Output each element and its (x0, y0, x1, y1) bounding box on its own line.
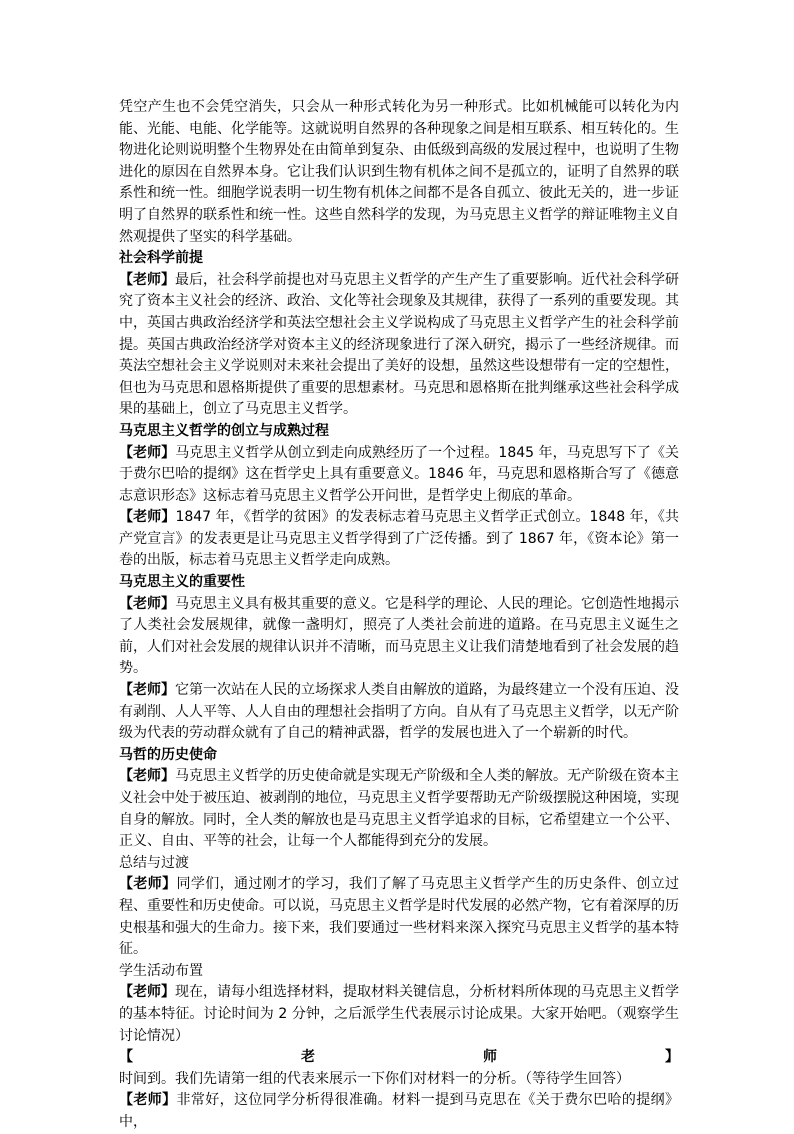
paragraph-summary (119, 874, 679, 960)
paragraph-activity-3 (119, 1090, 679, 1133)
paragraph-social-science (119, 270, 679, 421)
section-heading-mission: 马哲的历史使命 (119, 746, 217, 763)
paragraph-text: 马克思主义哲学的历史使命就是实现无产阶级和全人类的解放。无产阶级在资本主义社会中处于被压迫、被剥削的地位，马克思主义哲学要帮助无产阶级摆脱这种困境，实现自身的解放。同时，全人类的解放也是马克思主义哲学追求的目标，它希望建立一个公平、正义、自由、平等的社会，让每一个人都能得到充分的发展。 (119, 768, 679, 850)
paragraph-text: 1847 年，《哲学的贫困》的发表标志着马克思主义哲学正式创立。1848 年，《共产党宣言》的发表更是让马克思主义哲学得到了广泛传播。到了 1867 年，《资本论》第一卷的出版，标志着马克思主义哲学走向成熟。 (119, 509, 679, 569)
teacher-label: 【老师】 (119, 271, 175, 288)
section-heading-summary: 总结与过渡 (119, 854, 189, 871)
section-heading-importance: 马克思主义的重要性 (119, 574, 245, 591)
paragraph-text: 同学们，通过刚才的学习，我们了解了马克思主义哲学产生的历史条件、创立过程、重要性和历史使命。可以说，马克思主义哲学是时代发展的必然产物，它有着深厚的历史根基和强大的生命力。接下来，我们要通过一些材料来深入探究马克思主义哲学的基本特征。 (119, 876, 680, 958)
paragraph-mission (119, 766, 679, 852)
teacher-label: 【老师】 (119, 444, 176, 461)
paragraph-text: 马克思主义哲学从创立到走向成熟经历了一个过程。1845 年，马克思写下了《关于费尔巴哈的提纲》这在哲学史上具有重要意义。1846 年，马克思和恩格斯合写了《德意志意识形态》这标志着马克思主义哲学公开问世，是哲学史上彻底的革命。 (119, 444, 680, 504)
section-heading-activity: 学生活动布置 (119, 962, 203, 979)
paragraph-text: 最后，社会科学前提也对马克思主义哲学的产生产生了重要影响。近代社会科学研究了资本主义社会的经济、政治、文化等社会现象及其规律，获得了一系列的重要发现。其中，英国古典政治经济学和英法空想社会主义学说构成了马克思主义哲学产生的社会科学前提。英国古典政治经济学对资本主义的经济现象进行了深入研究，揭示了一些经济规律。而英法空想社会主义学说则对未来社会提出了美好的设想，虽然这些设想带有一定的空想性，但也为马克思和恩格斯提供了重要的思想素材。马克思和恩格斯在批判继承这些社会科学成果的基础上，创立了马克思主义哲学。 (119, 271, 679, 418)
teacher-label: 【老师】 (119, 682, 175, 699)
document-page (119, 97, 679, 1134)
paragraph-text: 非常好，这位同学分析得很准确。材料一提到马克思在《关于费尔巴哈的提纲》中， (119, 1092, 680, 1130)
teacher-label: 【老师】 (119, 876, 177, 893)
teacher-label: 【老师】 (119, 768, 175, 785)
paragraph-text: 它第一次站在人民的立场探求人类自由解放的道路，为最终建立一个没有压迫、没有剥削、人人平等、人人自由的理想社会指明了方向。自从有了马克思主义哲学，以无产阶级为代表的劳动群众就有了自己的精神武器，哲学的发展也进入了一个崭新的时代。 (119, 682, 679, 742)
paragraph-text: 现在，请每小组选择材料，提取材料关键信息，分析材料所体现的马克思主义哲学的基本特征。讨论时间为 2 分钟，之后派学生代表展示讨论成果。大家开始吧。（观察学生讨论情况） (119, 984, 679, 1044)
teacher-label: 【老师】 (119, 509, 176, 526)
paragraph-text: 马克思主义具有极其重要的意义。它是科学的理论、人民的理论。它创造性地揭示了人类社会发展规律，就像一盏明灯，照亮了人类社会前进的道路。在马克思主义诞生之前，人们对社会发展的规律认识并不清晰，而马克思主义让我们清楚地看到了社会发展的趋势。 (119, 595, 679, 677)
paragraph-activity-1 (119, 982, 679, 1047)
section-heading-social-science: 社会科学前提 (119, 250, 203, 267)
paragraph-activity-2 (119, 1047, 679, 1090)
teacher-label: 【老师】 (119, 1092, 177, 1109)
paragraph-importance-2 (119, 680, 679, 745)
paragraph-importance-1 (119, 594, 679, 680)
paragraph-founding-1 (119, 443, 679, 508)
paragraph-natural-science (119, 97, 679, 248)
paragraph-text: 凭空产生也不会凭空消失，只会从一种形式转化为另一种形式。比如机械能可以转化为内能、光能、电能、化学能等。这就说明自然界的各种现象之间是相互联系、相互转化的。生物进化论则说明整个生物界处在由简单到复杂、由低级到高级的发展过程中，也说明了生物进化的原因在自然界本身。它让我们认识到生物有机体之间不是孤立的，证明了自然界的联系性和统一性。细胞学说表明一切生物有机体之间都不是各自孤立、彼此无关的，进一步证明了自然界的联系性和统一性。这些自然科学的发现，为马克思主义哲学的辩证唯物主义自然观提供了坚实的科学基础。 (119, 99, 679, 245)
paragraph-founding-2 (119, 507, 679, 572)
section-heading-founding: 马克思主义哲学的创立与成熟过程 (119, 422, 329, 439)
teacher-label: 【老师】 (119, 1049, 679, 1066)
teacher-label: 【老师】 (119, 595, 175, 612)
paragraph-text: 时间到。我们先请第一组的代表来展示一下你们对材料一的分析。（等待学生回答） (119, 1070, 630, 1087)
teacher-label: 【老师】 (119, 984, 175, 1001)
